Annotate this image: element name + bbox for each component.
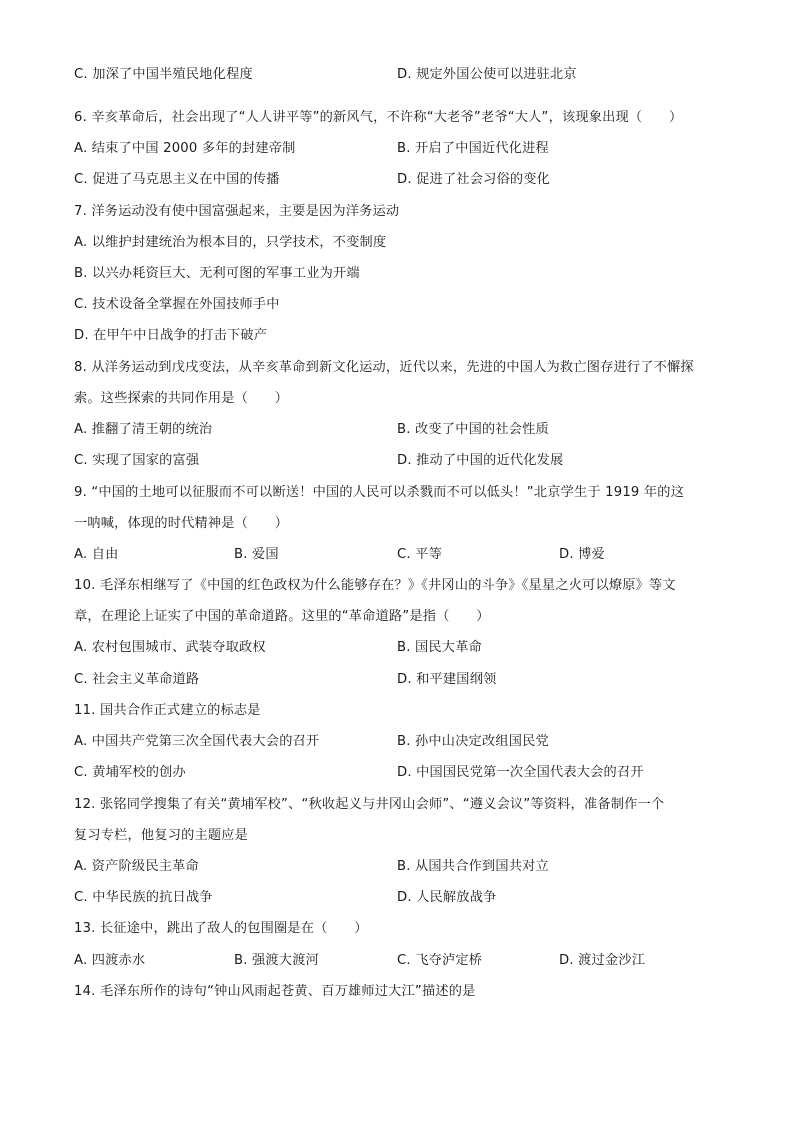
- q7-stem: 7. 洋务运动没有使中国富强起来，主要是因为洋务运动: [74, 204, 400, 219]
- q6-option-c: C. 促进了马克思主义在中国的传播: [74, 172, 280, 187]
- q8-stem-line2: 索。这些探索的共同作用是（ ）: [74, 391, 289, 406]
- q11-option-d: D. 中国国民党第一次全国代表大会的召开: [397, 765, 644, 780]
- q12-option-d: D. 人民解放战争: [397, 890, 497, 905]
- q5-option-d: D. 规定外国公使可以进驻北京: [397, 67, 577, 82]
- q9-option-d: D. 博爱: [559, 547, 605, 562]
- q6-option-a: A. 结束了中国 2000 多年的封建帝制: [74, 141, 296, 156]
- q8-option-d: D. 推动了中国的近代化发展: [397, 453, 564, 468]
- q12-stem-line1: 12. 张铭同学搜集了有关“黄埔军校”、“秋收起义与井冈山会师”、“遵义会议”等资料，准备制作一个: [74, 797, 665, 812]
- q13-option-c: C. 飞夺泸定桥: [397, 953, 483, 968]
- q5-option-c: C. 加深了中国半殖民地化程度: [74, 67, 253, 82]
- q9-option-a: A. 自由: [74, 547, 119, 562]
- q8-stem-line1: 8. 从洋务运动到戊戌变法，从辛亥革命到新文化运动，近代以来，先进的中国人为救亡图存进行了不懈探: [74, 360, 694, 375]
- q13-option-b: B. 强渡大渡河: [234, 953, 319, 968]
- q10-option-a: A. 农村包围城市、武装夺取政权: [74, 640, 266, 655]
- q7-option-a: A. 以维护封建统治为根本目的，只学技术，不变制度: [74, 235, 387, 250]
- q11-option-b: B. 孙中山决定改组国民党: [397, 734, 549, 749]
- q8-option-c: C. 实现了国家的富强: [74, 453, 200, 468]
- q8-option-a: A. 推翻了清王朝的统治: [74, 422, 213, 437]
- q13-option-a: A. 四渡赤水: [74, 953, 146, 968]
- q7-option-d: D. 在甲午中日战争的打击下破产: [74, 328, 268, 343]
- q7-option-b: B. 以兴办耗资巨大、无利可图的军事工业为开端: [74, 266, 360, 281]
- q13-stem: 13. 长征途中，跳出了敌人的包围圈是在（ ）: [74, 921, 368, 936]
- q10-option-c: C. 社会主义革命道路: [74, 672, 200, 687]
- q11-option-a: A. 中国共产党第三次全国代表大会的召开: [74, 734, 320, 749]
- q6-option-b: B. 开启了中国近代化进程: [397, 141, 549, 156]
- q14-stem: 14. 毛泽东所作的诗句“钟山风雨起苍黄、百万雄师过大江”描述的是: [74, 984, 476, 999]
- q12-option-c: C. 中华民族的抗日战争: [74, 890, 213, 905]
- q10-option-b: B. 国民大革命: [397, 640, 482, 655]
- q9-stem-line1: 9. “中国的土地可以征服而不可以断送！中国的人民可以杀戮而不可以低头！”北京学生于 1919 年的这: [74, 485, 685, 500]
- q13-option-d: D. 渡过金沙江: [559, 953, 646, 968]
- q9-option-c: C. 平等: [397, 547, 442, 562]
- q12-option-b: B. 从国共合作到国共对立: [397, 859, 549, 874]
- q11-option-c: C. 黄埔军校的创办: [74, 765, 186, 780]
- q9-option-b: B. 爱国: [234, 547, 279, 562]
- q10-stem-line2: 章，在理论上证实了中国的革命道路。这里的“革命道路”是指（ ）: [74, 609, 490, 624]
- q6-stem: 6. 辛亥革命后，社会出现了“人人讲平等”的新风气，不许称“大老爷”老爷“大人”，该现象出现（ ）: [74, 110, 683, 125]
- q8-option-b: B. 改变了中国的社会性质: [397, 422, 549, 437]
- q12-stem-line2: 复习专栏，他复习的主题应是: [74, 828, 249, 843]
- q10-option-d: D. 和平建国纲领: [397, 672, 497, 687]
- q11-stem: 11. 国共合作正式建立的标志是: [74, 703, 261, 718]
- q12-option-a: A. 资产阶级民主革命: [74, 859, 199, 874]
- q9-stem-line2: 一呐喊，体现的时代精神是（ ）: [74, 516, 289, 531]
- q6-option-d: D. 促进了社会习俗的变化: [397, 172, 551, 187]
- q10-stem-line1: 10. 毛泽东相继写了《中国的红色政权为什么能够存在？》《井冈山的斗争》《星星之火可以燎原》等文: [74, 578, 676, 593]
- q7-option-c: C. 技术设备全掌握在外国技师手中: [74, 297, 280, 312]
